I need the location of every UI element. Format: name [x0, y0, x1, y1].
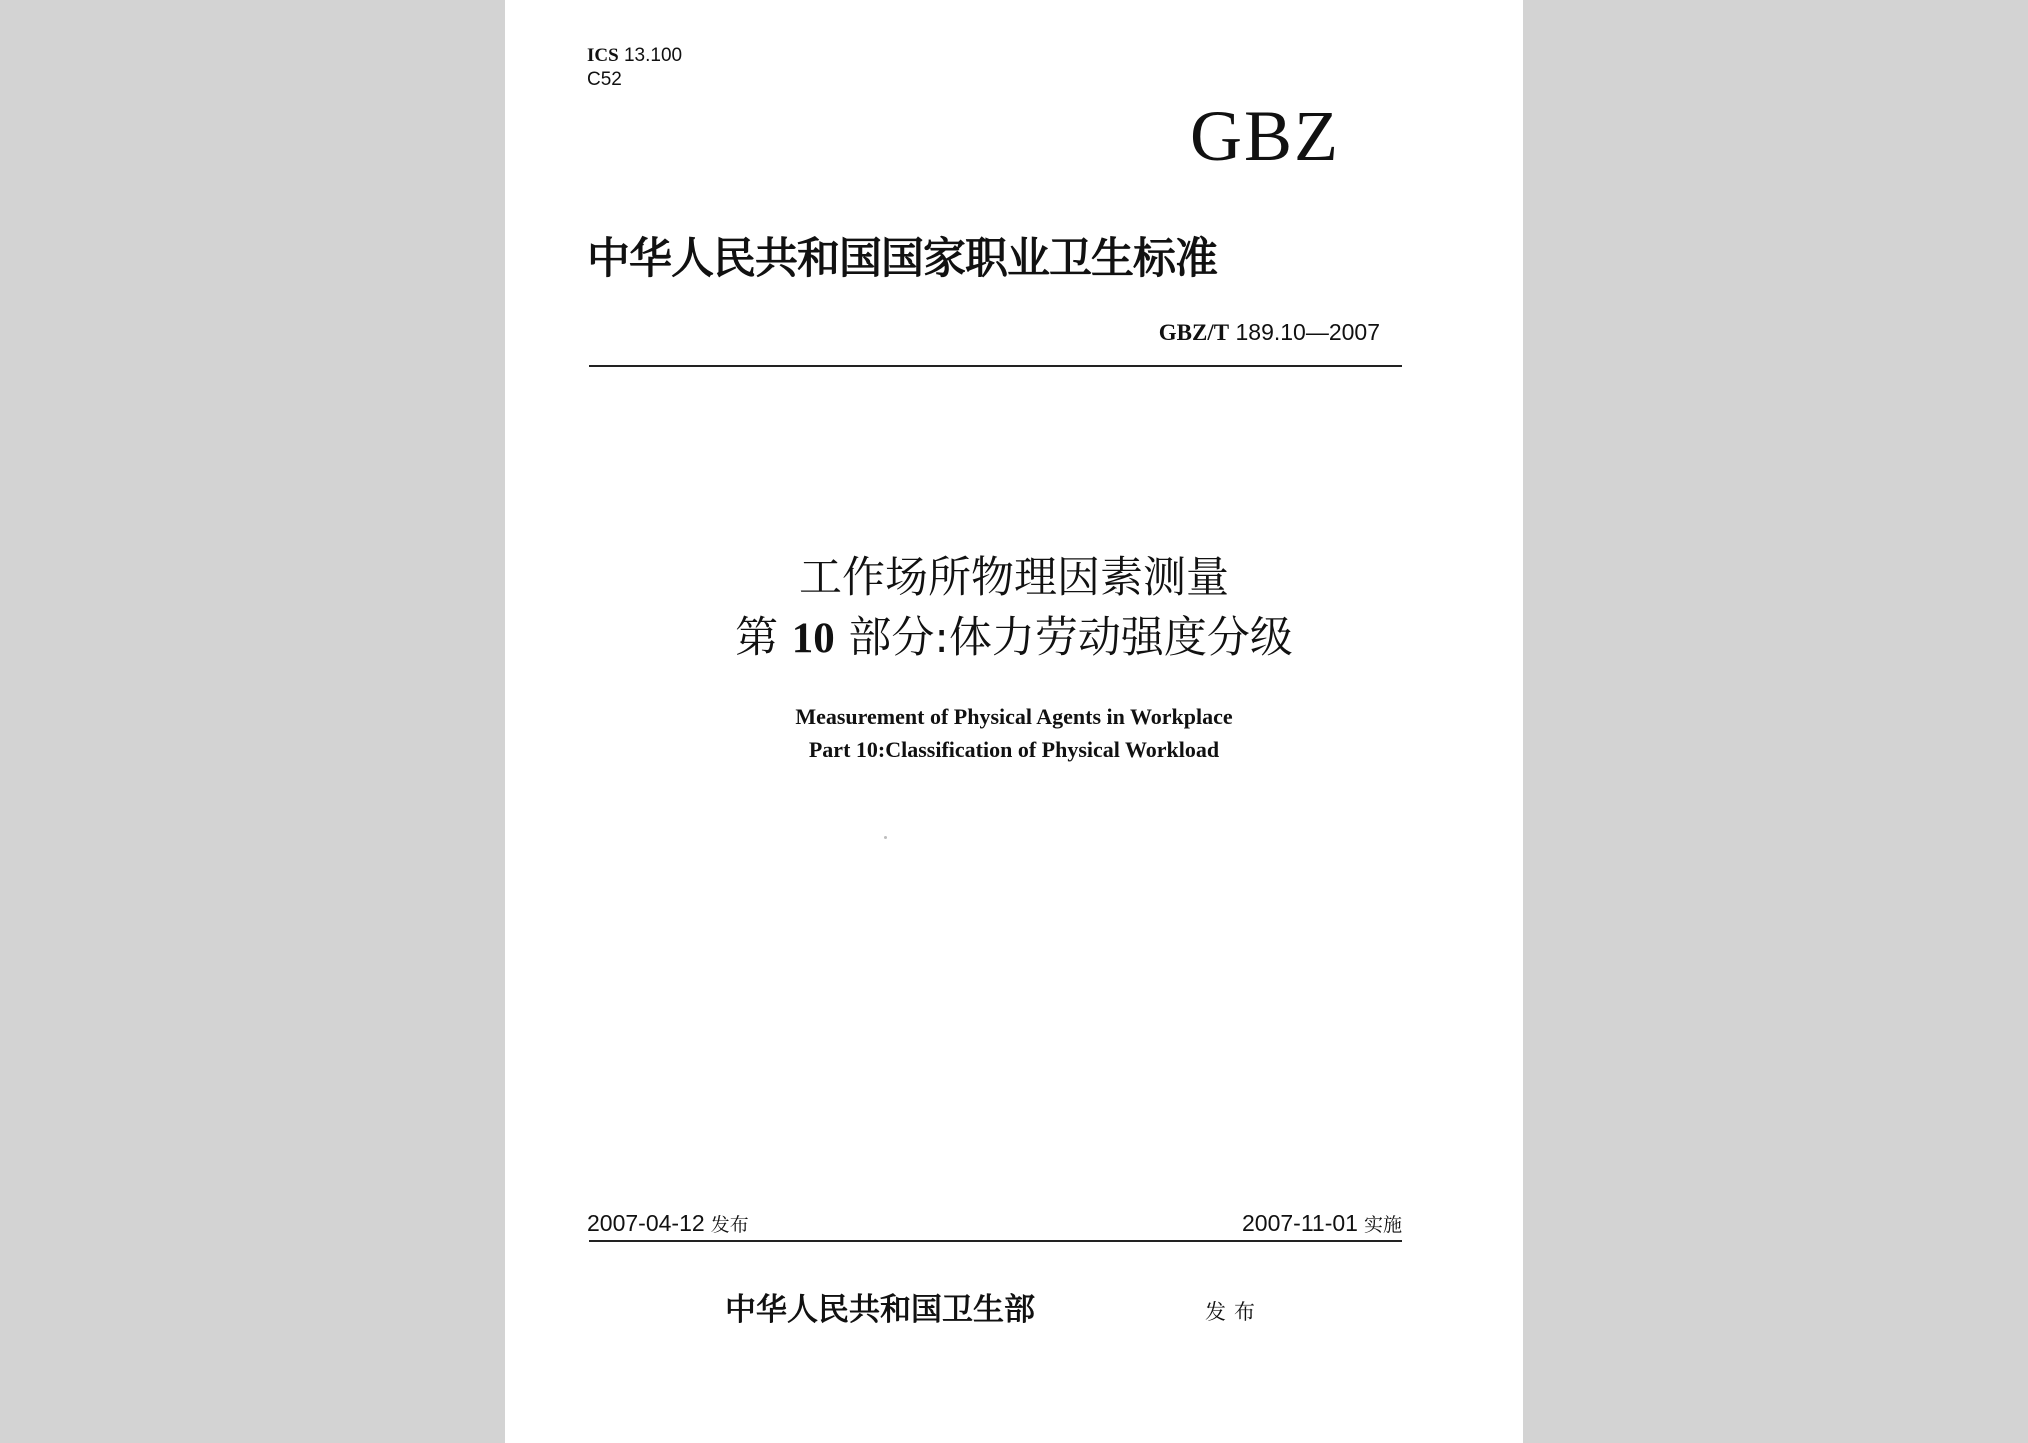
ics-code: [587, 44, 682, 68]
chinese-title-part-suffix: 部分:体力劳动强度分级: [834, 613, 1293, 663]
english-title-line-1: Measurement of Physical Agents in Workplace: [795, 704, 1233, 729]
standard-code: [505, 317, 1380, 348]
chinese-title: [505, 548, 1523, 669]
publish-label: 发布: [1205, 1300, 1263, 1324]
publisher-name: 中华人民共和国卫生部: [725, 1292, 1035, 1328]
classification-codes: [587, 44, 682, 92]
chinese-title-line-1: 工作场所物理因素测量: [799, 553, 1229, 603]
chinese-title-line-2: [505, 608, 1523, 669]
scan-speck: [884, 836, 887, 839]
footer-divider: [589, 1240, 1402, 1242]
gbz-logo: GBZ: [1190, 96, 1340, 176]
issue-date-value: 2007-04-12: [587, 1210, 705, 1236]
chinese-title-part-prefix: 第: [735, 613, 792, 663]
header-divider: [589, 365, 1402, 367]
standard-code-number: 189.10—2007: [1229, 319, 1380, 345]
ics-value: 13.100: [618, 45, 683, 66]
chinese-title-part-number: 10: [791, 615, 835, 662]
issue-date-label: 发布: [704, 1214, 749, 1236]
english-title: [505, 700, 1523, 766]
document-page: [505, 0, 1523, 1443]
effective-date-label: 实施: [1357, 1214, 1402, 1236]
english-title-line-2: Part 10:Classification of Physical Workload: [808, 737, 1220, 762]
effective-date: [505, 1208, 1402, 1240]
ics-label: ICS: [587, 45, 619, 66]
effective-date-value: 2007-11-01: [1242, 1210, 1358, 1236]
ccs-code: C52: [587, 69, 622, 90]
standard-code-prefix: GBZ/T: [1158, 320, 1230, 345]
standard-category-title: 中华人民共和国国家职业卫生标准: [587, 234, 1217, 284]
